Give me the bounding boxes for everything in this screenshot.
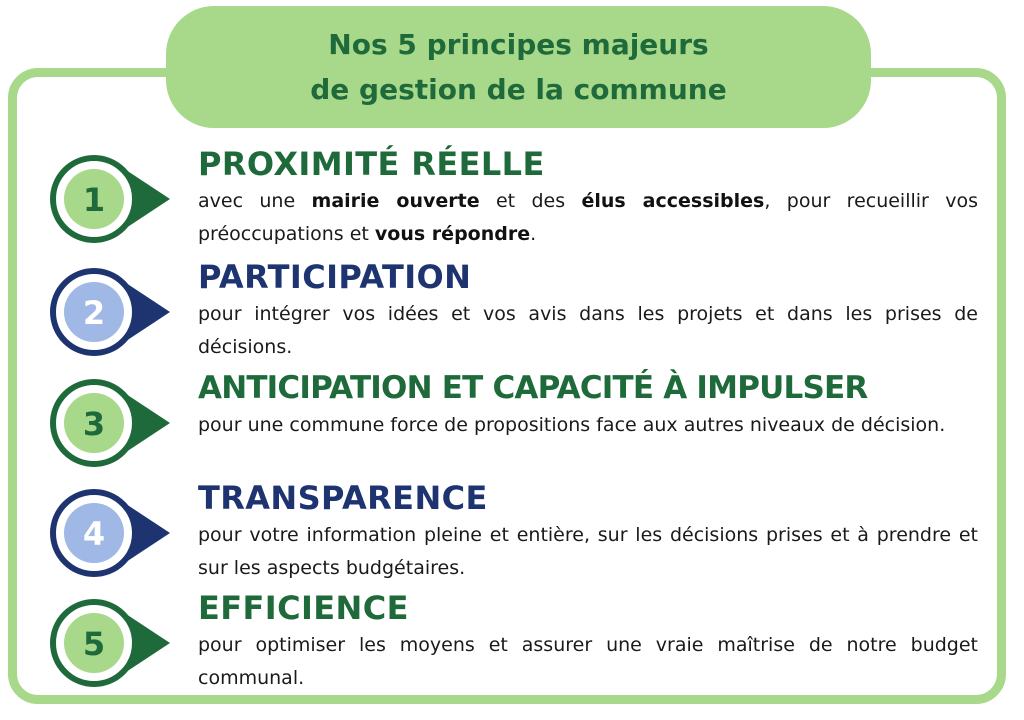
principle-5	[0, 589, 1024, 708]
principle-2	[0, 258, 1024, 377]
principle-heading: PROXIMITÉ RÉELLE	[198, 145, 545, 183]
title-line-1: Nos 5 principes majeurs	[328, 28, 709, 61]
badge-number: 2	[82, 294, 106, 332]
principle-4	[0, 479, 1024, 598]
principle-description: pour une commune force de propositions face aux autres niveaux de décision.	[198, 414, 946, 436]
principle-3	[0, 370, 1024, 488]
number-badge-5-icon	[48, 596, 178, 696]
principle-description: pour votre information pleine et entière, sur les décisions prises et à prendre et sur les aspects budgétaires.	[198, 524, 978, 579]
principle-heading: TRANSPARENCE	[198, 479, 488, 517]
badge-number: 5	[82, 625, 106, 663]
badge-number: 1	[82, 181, 106, 219]
number-badge-4-icon	[48, 486, 178, 586]
principle-description: pour optimiser les moyens et assurer une vraie maîtrise de notre budget communal.	[198, 634, 978, 689]
principle-1	[0, 145, 1024, 264]
principle-heading: ANTICIPATION ET CAPACITÉ À IMPULSER	[198, 370, 868, 406]
number-badge-1-icon	[48, 152, 178, 252]
title-line-2: de gestion de la commune	[310, 73, 727, 106]
number-badge-3-icon	[48, 376, 178, 476]
badge-number: 4	[82, 515, 106, 553]
number-badge-2-icon	[48, 265, 178, 365]
principle-heading: PARTICIPATION	[198, 258, 472, 296]
principle-heading: EFFICIENCE	[198, 589, 409, 627]
page-title	[166, 22, 871, 112]
badge-number: 3	[82, 405, 106, 443]
principle-description: avec une mairie ouverte et des élus accessibles, pour recueillir vos préoccupations et vous répondre.	[198, 190, 978, 245]
principle-description: pour intégrer vos idées et vos avis dans les projets et dans les prises de décisions.	[198, 303, 978, 358]
